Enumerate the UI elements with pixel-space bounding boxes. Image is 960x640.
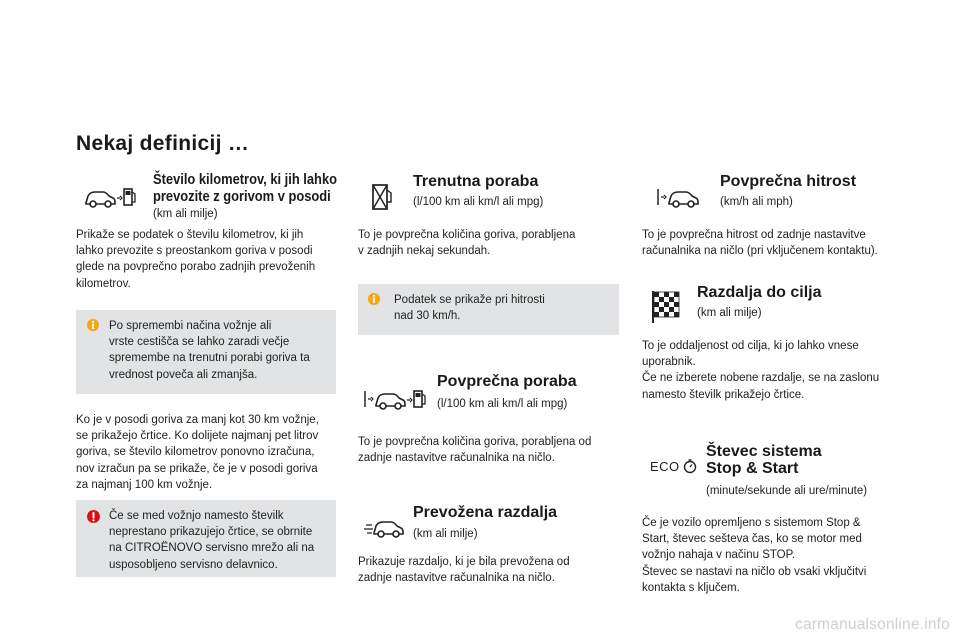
current-consumption-unit: (l/100 km ali km/l ali mpg) — [413, 196, 544, 208]
distance-travelled-heading: Prevožena razdalja — [413, 504, 558, 521]
distance-travelled-icon — [364, 515, 408, 541]
range-dashes-description: Ko je v posodi goriva za manj kot 30 km vožnje, se prikažejo črtice. Ko dolijete najmanj pet litrov goriva, se število kilometrov ponovno izračuna, nov izračun pa se prikaže, če je v posodi goriva za najmanj 100 km vožnje. — [76, 414, 319, 491]
stop-start-heading-line1: Števec sistema — [706, 443, 822, 460]
distance-travelled-unit: (km ali milje) — [413, 528, 478, 540]
current-consumption-heading: Trenutna poraba — [413, 173, 539, 190]
range-description: Prikaže se podatek o številu kilometrov, ki jih lahko prevozite s preostankom goriva v posodi glede na povprečno porabo zadnjih prevoženih kilometrov. — [76, 229, 316, 290]
range-heading-line1: Število kilometrov, ki jih lahko — [153, 171, 337, 188]
page-title: Nekaj definicij … — [76, 132, 250, 155]
average-consumption-unit: (l/100 km ali km/l ali mpg) — [437, 398, 568, 410]
range-car-fuel-icon — [82, 183, 138, 211]
eco-stop-start-icon — [650, 458, 698, 474]
stop-start-description: Če je vozilo opremljeno s sistemom Stop & Start, števec sešteva čas, ko se motor med vožnjo nahaja v načinu STOP. Števec se nastavi na ničlo ob vsaki vključitvi kontakta s ključem. — [642, 517, 867, 594]
distance-to-destination-unit: (km ali milje) — [697, 307, 762, 319]
average-consumption-icon — [362, 385, 430, 413]
info-icon — [86, 318, 100, 332]
finish-flag-icon — [650, 289, 682, 325]
average-consumption-heading: Povprečna poraba — [437, 373, 577, 390]
info-box-current-consumption: Podatek se prikaže pri hitrosti nad 30 km/h. — [358, 284, 619, 335]
warning-box-range: Če se med vožnjo namesto številk neprestano prikazujejo črtice, se obrnite na CITROËNOVO servisno mrežo ali na usposobljeno servisno delavnico. — [76, 500, 336, 577]
distance-to-destination-description: To je oddaljenost od cilja, ki jo lahko vnese uporabnik. Če ne izberete nobene razdalje, se na zaslonu namesto številk prikažejo črtice. — [642, 340, 880, 401]
distance-to-destination-heading: Razdalja do cilja — [697, 284, 822, 301]
average-consumption-description: To je povprečna količina goriva, porabljena od zadnje nastavitve računalnika na ničlo. — [358, 436, 592, 465]
watermark: carmanualsonline.info — [795, 616, 950, 633]
stop-start-heading-line2: Stop & Start — [706, 460, 799, 477]
fuel-pump-crossed-icon — [370, 182, 394, 212]
stopwatch-icon — [682, 458, 698, 474]
current-consumption-description: To je povprečna količina goriva, porabljena v zadnjih nekaj sekundah. — [358, 229, 576, 258]
average-speed-heading: Povprečna hitrost — [720, 173, 857, 190]
stop-start-unit: (minute/sekunde ali ure/minute) — [706, 485, 868, 497]
warning-icon — [86, 509, 101, 524]
range-unit: (km ali milje) — [153, 208, 218, 220]
average-speed-description: To je povprečna hitrost od zadnje nastavitve računalnika na ničlo (pri vključenem kontaktu). — [642, 229, 878, 258]
average-speed-icon — [655, 185, 699, 211]
info-box-range: Po spremembi načina vožnje ali vrste cestišča se lahko zaradi večje spremembe na trenutni porabi goriva ta vrednost poveča ali zmanjša. — [76, 310, 336, 394]
info-icon — [367, 292, 381, 306]
eco-icon-text: ECO — [650, 458, 680, 474]
range-heading-line2: prevozite z gorivom v posodi — [153, 188, 331, 205]
average-speed-unit: (km/h ali mph) — [720, 196, 793, 208]
distance-travelled-description: Prikazuje razdaljo, ki je bila prevožena od zadnje nastavitve računalnika na ničlo. — [358, 556, 570, 585]
